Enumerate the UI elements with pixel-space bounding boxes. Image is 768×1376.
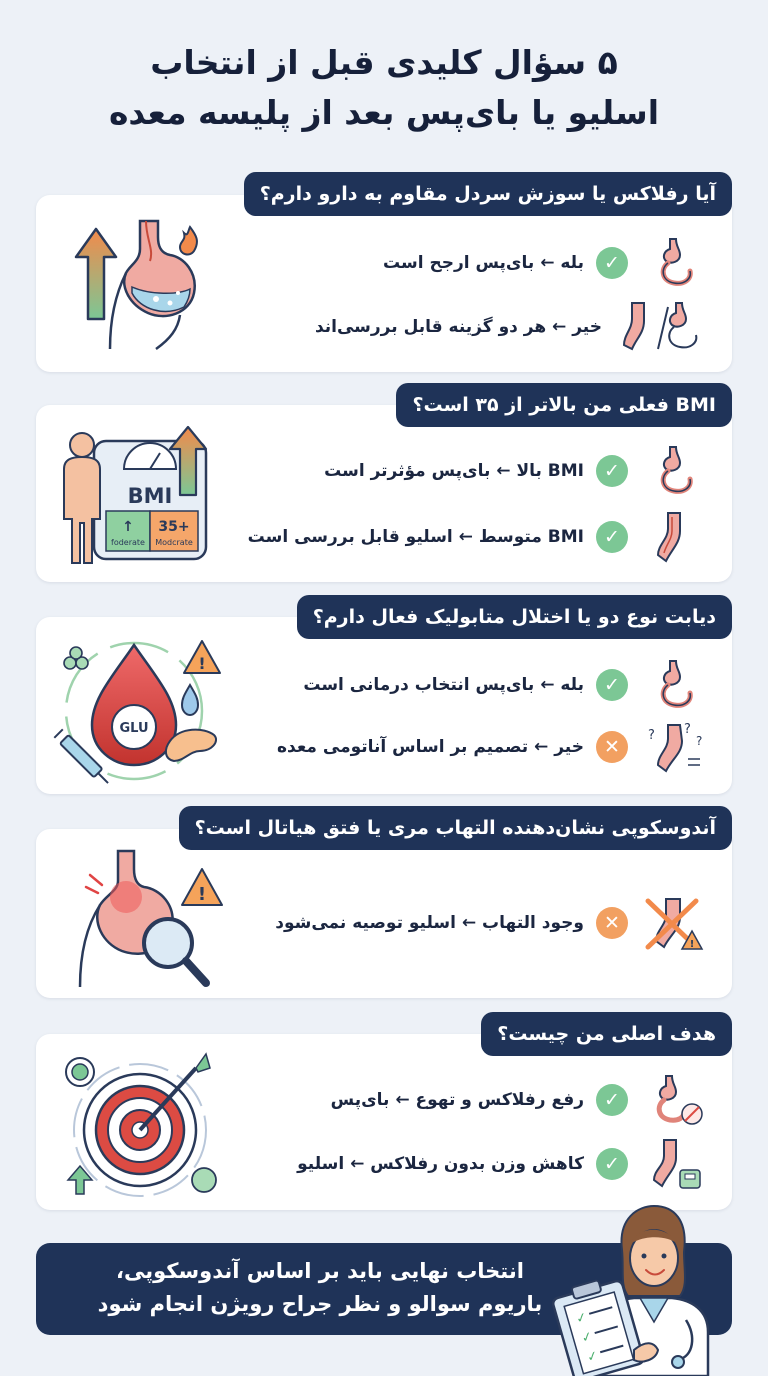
option-text: بله ← بای‌پس ارجح است (383, 253, 584, 273)
glu-label: GLU (119, 721, 149, 736)
bmi-right-label: Modcrate (155, 538, 193, 547)
bmi-right-value: 35+ (158, 519, 190, 535)
footer-text (60, 1255, 580, 1321)
question-label-3: دیابت نوع دو یا اختلال متابولیک فعال دارم؟ (297, 595, 732, 639)
endoscopy-magnifier-icon (56, 847, 226, 997)
cross-icon: ✕ (596, 731, 628, 763)
svg-text:✓: ✓ (585, 1348, 601, 1366)
svg-text:✓: ✓ (579, 1329, 595, 1347)
option-text: رفع رفلاکس و تهوع ← بای‌پس (330, 1090, 584, 1110)
question-label-4: آندوسکوپی نشان‌دهنده التهاب مری یا فتق هیاتال است؟ (179, 806, 732, 850)
stomach-question-icon (644, 719, 704, 775)
check-icon: ✓ (596, 455, 628, 487)
check-icon: ✓ (596, 1084, 628, 1116)
bypass-stomach-icon (644, 443, 704, 499)
option-row (234, 1134, 704, 1194)
option-text: BMI بالا ← بای‌پس مؤثرتر است (324, 461, 584, 481)
title-line-1: ۵ سؤال کلیدی قبل از انتخاب (150, 43, 618, 82)
bypass-stomach-icon (644, 657, 704, 713)
check-icon: ✓ (596, 1148, 628, 1180)
option-text: کاهش وزن بدون رفلاکس ← اسلیو (297, 1154, 584, 1174)
sleeve-crossed-icon (644, 895, 704, 951)
stomach-reflux-icon (60, 209, 210, 359)
option-row (234, 297, 704, 357)
question-label-2: BMI فعلی من بالاتر از ۳۵ است؟ (396, 383, 732, 427)
option-text: خیر ← تصمیم بر اساس آناتومی معده (276, 737, 584, 757)
bmi-label: BMI (127, 484, 173, 508)
question-card-5 (36, 1034, 732, 1210)
svg-text:!: ! (197, 884, 207, 905)
svg-text:↑: ↑ (122, 519, 134, 535)
doctor-clipboard-icon (538, 1200, 724, 1376)
blood-glucose-icon (52, 629, 222, 787)
title-line-2: اسلیو یا بای‌پس بعد از پلیسه معده (108, 93, 660, 132)
cross-icon: ✕ (596, 907, 628, 939)
sleeve-scale-icon (644, 1136, 704, 1192)
option-row (234, 717, 704, 777)
svg-text:?: ? (696, 734, 703, 748)
svg-text:?: ? (648, 728, 655, 743)
question-card-3 (36, 617, 732, 794)
option-text: بله ← بای‌پس انتخاب درمانی است (303, 675, 584, 695)
option-row (234, 233, 704, 293)
check-icon: ✓ (596, 669, 628, 701)
question-card-1 (36, 195, 732, 372)
option-text: وجود التهاب ← اسلیو توصیه نمی‌شود (275, 913, 584, 933)
option-row (234, 441, 704, 501)
svg-text:!: ! (198, 654, 206, 673)
bmi-scale-icon (54, 423, 214, 568)
footer-line-2: باریوم سوالو و نظر جراح رویژن انجام شود (97, 1292, 543, 1316)
option-text: خیر ← هر دو گزینه قابل بررسی‌اند (314, 317, 602, 337)
question-label-5: هدف اصلی من چیست؟ (481, 1012, 732, 1056)
bypass-stomach-icon (644, 235, 704, 291)
option-row (234, 1070, 704, 1130)
question-label-1: آیا رفلاکس یا سوزش سردل مقاوم به دارو دارم؟ (244, 172, 732, 216)
question-card-2 (36, 405, 732, 582)
bmi-left-label: foderate (111, 538, 145, 547)
option-text: BMI متوسط ← اسلیو قابل بررسی است (247, 527, 584, 547)
svg-text:✓: ✓ (574, 1309, 589, 1328)
sleeve-and-bypass-icon (614, 299, 704, 355)
svg-text:?: ? (684, 722, 691, 737)
option-row (234, 655, 704, 715)
sleeve-stomach-icon (644, 509, 704, 565)
footer-line-1: انتخاب نهایی باید بر اساس آندوسکوپی، (116, 1259, 524, 1283)
check-icon: ✓ (596, 247, 628, 279)
option-row (234, 507, 704, 567)
bypass-no-reflux-icon (644, 1072, 704, 1128)
check-icon: ✓ (596, 521, 628, 553)
question-card-4 (36, 829, 732, 998)
svg-text:!: ! (689, 939, 695, 950)
option-row (234, 893, 704, 953)
target-arrow-icon (56, 1044, 226, 1204)
page-title (60, 38, 708, 138)
